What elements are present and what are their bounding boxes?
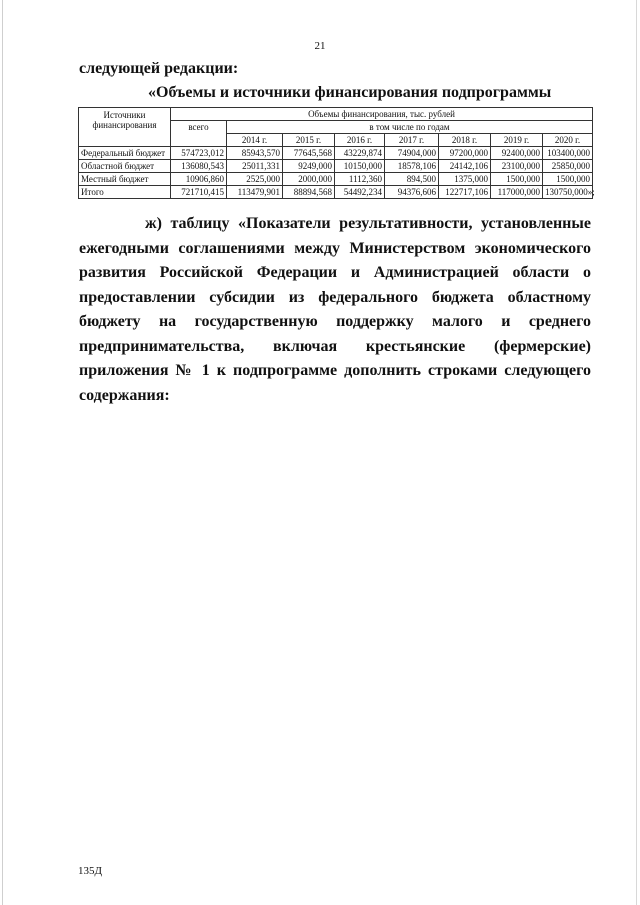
- paragraph-line: развития Российской Федерации и Администрацией области о: [79, 264, 591, 281]
- table-cell: 10906,860: [171, 173, 227, 186]
- table-cell: 894,500: [385, 173, 439, 186]
- page-edge-left: [2, 0, 3, 905]
- table-cell: 122717,106: [439, 186, 491, 199]
- table-cell: 23100,000: [491, 160, 543, 173]
- table-cell: 1375,000: [439, 173, 491, 186]
- table-cell: 94376,606: [385, 186, 439, 199]
- header-source: Источники финансирования: [79, 108, 171, 147]
- table-cell: 103400,000: [543, 147, 593, 160]
- table-cell: 74904,000: [385, 147, 439, 160]
- table-cell: 117000,000: [491, 186, 543, 199]
- table-cell: 1500,000: [491, 173, 543, 186]
- table-row: [79, 147, 593, 160]
- paragraph-line: ежегодными соглашениями между Министерством экономического: [79, 239, 591, 257]
- paragraph-line: приложения № 1 к подпрограмме дополнить строками следующего: [79, 362, 591, 379]
- table-cell: 92400,000: [491, 147, 543, 160]
- row-source: Местный бюджет: [79, 173, 171, 186]
- paragraph-line: ж) таблицу «Показатели результативности, установленные: [145, 215, 591, 232]
- table-cell: 18578,106: [385, 160, 439, 173]
- table-cell: 24142,106: [439, 160, 491, 173]
- table-cell: 130750,000»;: [543, 186, 593, 199]
- financing-table: [78, 107, 593, 199]
- table-row-total: [79, 186, 593, 199]
- header-year: 2017 г.: [385, 134, 439, 147]
- intro-text: следующей редакции:: [79, 60, 239, 77]
- table-cell: 54492,234: [335, 186, 385, 199]
- table-cell: 85943,570: [227, 147, 283, 160]
- table-cell: 1500,000: [543, 173, 593, 186]
- header-year: 2019 г.: [491, 134, 543, 147]
- row-source: Итого: [79, 186, 171, 199]
- header-by-years: в том числе по годам: [227, 121, 593, 134]
- table-cell: 2525,000: [227, 173, 283, 186]
- amendment-paragraph: [79, 212, 591, 408]
- table-cell: 10150,000: [335, 160, 385, 173]
- table-cell: 721710,415: [171, 186, 227, 199]
- header-year: 2015 г.: [283, 134, 335, 147]
- table-cell: 77645,568: [283, 147, 335, 160]
- table-cell: 43229,874: [335, 147, 385, 160]
- paragraph-line: предоставлении субсидии из федерального бюджета областному: [79, 288, 591, 306]
- header-year: 2014 г.: [227, 134, 283, 147]
- page-edge-right: [636, 0, 637, 905]
- table-row: [79, 160, 593, 173]
- header-year: 2016 г.: [335, 134, 385, 147]
- header-total: всего: [171, 121, 227, 147]
- table-title: «Объемы и источники финансирования подпрограммы: [148, 84, 552, 101]
- table-cell: 25011,331: [227, 160, 283, 173]
- paragraph-line: содержания:: [79, 386, 170, 404]
- paragraph-line: бюджету на государственную поддержку малого и среднего: [79, 313, 591, 330]
- table-cell: 113479,901: [227, 186, 283, 199]
- row-source: Федеральный бюджет: [79, 147, 171, 160]
- paragraph-line: предпринимательства, включая крестьянские (фермерские): [79, 337, 591, 355]
- header-year: 2018 г.: [439, 134, 491, 147]
- table-cell: 97200,000: [439, 147, 491, 160]
- page-number: 21: [314, 40, 326, 52]
- table-cell: 9249,000: [283, 160, 335, 173]
- table-cell: 2000,000: [283, 173, 335, 186]
- table-cell: 25850,000: [543, 160, 593, 173]
- row-source: Областной бюджет: [79, 160, 171, 173]
- table-cell: 574723,012: [171, 147, 227, 160]
- table-cell: 136080,543: [171, 160, 227, 173]
- header-year: 2020 г.: [543, 134, 593, 147]
- table-cell: 1112,360: [335, 173, 385, 186]
- table-row: [79, 173, 593, 186]
- table-cell: 88894,568: [283, 186, 335, 199]
- header-financing-volume: Объемы финансирования, тыс. рублей: [171, 108, 593, 121]
- footer-code: 135Д: [78, 865, 103, 877]
